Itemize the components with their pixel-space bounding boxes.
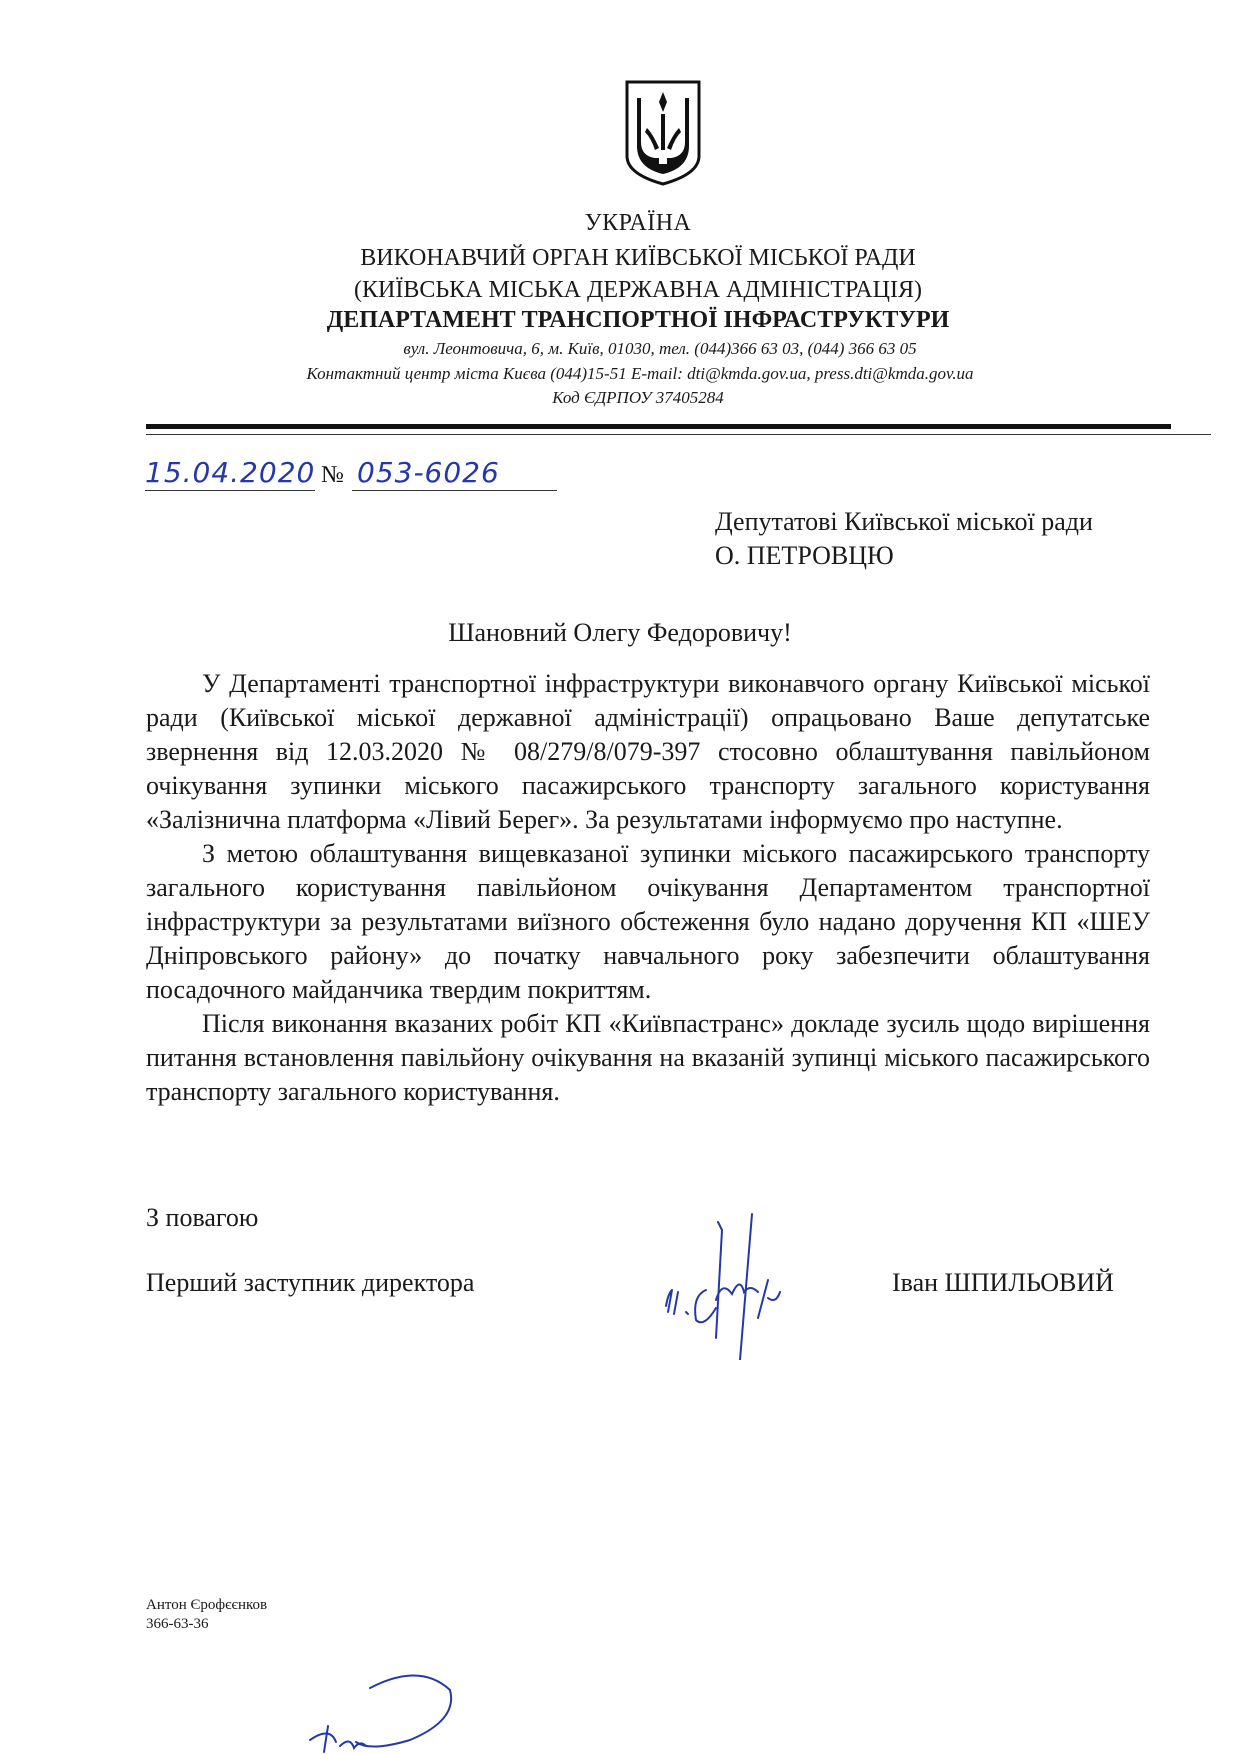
organization-alt-name: (КИЇВСЬКА МІСЬКА ДЕРЖАВНА АДМІНІСТРАЦІЯ): [354, 277, 922, 303]
addressee-name: О. ПЕТРОВЦЮ: [715, 541, 894, 570]
edrpou-code: Код ЄДРПОУ 37405284: [552, 388, 724, 407]
executor-block: [146, 1596, 267, 1634]
body-paragraph: У Департаменті транспортної інфраструктури виконавчого органу Київської міської ради (Київської міської державної адміністрації) опрацьовано Ваше депутатське звернення від 12.03.2020 № 08/279/8/079-397 стосовно облаштування павільйоном очікування зупинки міського пасажирського транспорту загального користування «Залізнична платформа «Лівий Берег». За результатами інформуємо про наступне.: [146, 669, 1150, 834]
organization-name: ВИКОНАВЧИЙ ОРГАН КИЇВСЬКОЇ МІСЬКОЇ РАДИ: [360, 245, 916, 271]
letter-body: [146, 667, 1150, 1109]
number-underline: [352, 490, 557, 491]
handwritten-initials: [300, 1660, 470, 1754]
department-name: ДЕПАРТАМЕНТ ТРАНСПОРТНОЇ ІНФРАСТРУКТУРИ: [326, 307, 950, 333]
addressee-title: Депутатові Київської міської ради: [715, 507, 1093, 536]
registration-number: 053-6026: [357, 456, 500, 489]
signer-position: Перший заступник директора: [146, 1268, 475, 1297]
salutation: Шановний Олегу Федоровичу!: [448, 618, 792, 647]
body-paragraph: Після виконання вказаних робіт КП «Київпастранс» докладе зусиль щодо вирішення питання встановлення павільйону очікування на вказаній зупинці міського пасажирського транспорту загального користування.: [146, 1009, 1150, 1106]
handwritten-signature: [660, 1210, 800, 1360]
address-line: вул. Леонтовича, 6, м. Київ, 01030, тел. (044)366 63 03, (044) 366 63 05: [403, 339, 917, 358]
addressee-block: [715, 505, 1093, 573]
executor-name: Антон Єрофєєнков: [146, 1597, 268, 1613]
body-paragraph: З метою облаштування вищевказаної зупинки міського пасажирського транспорту загального користування павільйоном очікування Департаментом транспортної інфраструктури за результатами виїзного обстеження було надано доручення КП «ШЕУ Дніпровського району» до початку навчального року забезпечити облаштування посадочного майданчика твердим покриттям.: [146, 839, 1150, 1004]
registration-line: [145, 456, 565, 496]
signer-name: Іван ШПИЛЬОВИЙ: [892, 1268, 1114, 1297]
contacts-line: Контактний центр міста Києва (044)15-51 E-mail: dti@kmda.gov.ua, press.dti@kmda.gov.ua: [306, 364, 974, 383]
registration-date: 15.04.2020: [145, 456, 316, 489]
executor-phone: 366-63-36: [146, 1616, 209, 1632]
trident-coat-of-arms-icon: [623, 78, 703, 188]
closing-phrase: З повагою: [146, 1203, 259, 1232]
letterhead-divider-thick: [146, 424, 1171, 429]
country-name: УКРАЇНА: [584, 210, 692, 236]
letterhead-divider-thin: [146, 434, 1211, 435]
date-underline: [145, 490, 315, 491]
number-sign: №: [321, 462, 344, 488]
